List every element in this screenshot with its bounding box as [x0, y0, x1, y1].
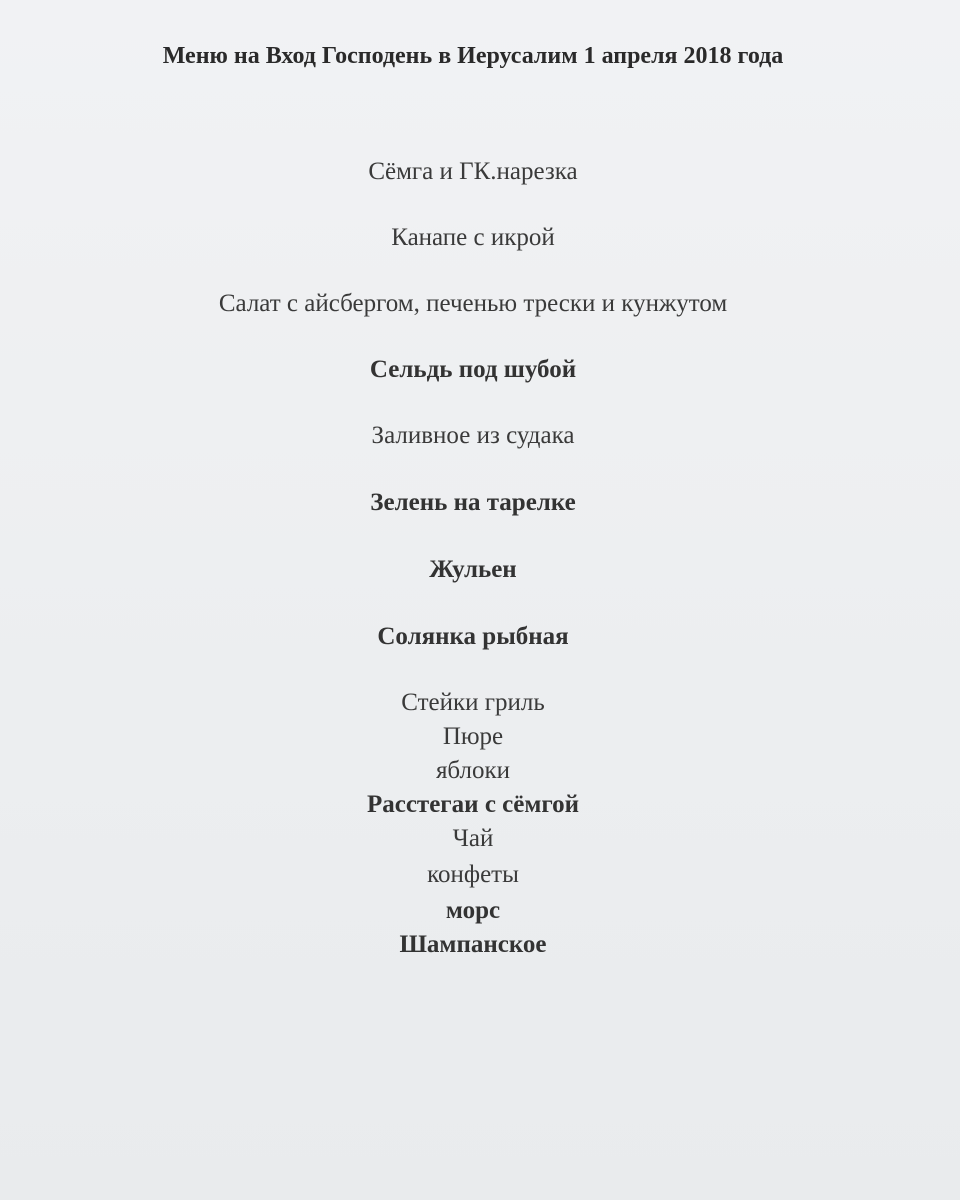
menu-item: Жульен — [429, 556, 517, 583]
menu-item: Заливное из судака — [371, 422, 575, 449]
menu-item: Стейки гриль — [401, 689, 545, 716]
menu-item: конфеты — [427, 861, 519, 888]
menu-item: Салат с айсбергом, печенью трески и кунжутом — [218, 290, 728, 317]
menu-item: яблоки — [435, 757, 511, 784]
menu-item: Зелень на тарелке — [370, 489, 576, 516]
menu-item: Расстегаи с сёмгой — [366, 791, 580, 818]
menu-item: Чай — [452, 825, 494, 852]
menu-item: Шампанское — [399, 931, 547, 958]
menu-item: Сельдь под шубой — [369, 356, 577, 383]
menu-items-list — [0, 155, 946, 961]
menu-item: Пюре — [442, 723, 504, 750]
menu-item: Канапе с икрой — [391, 224, 555, 251]
menu-item: морс — [445, 897, 501, 924]
menu-item: Солянка рыбная — [377, 623, 569, 650]
menu-title: Меню на Вход Господень в Иерусалим 1 апреля 2018 года — [162, 43, 784, 69]
menu-item: Сёмга и ГК.нарезка — [368, 158, 578, 185]
